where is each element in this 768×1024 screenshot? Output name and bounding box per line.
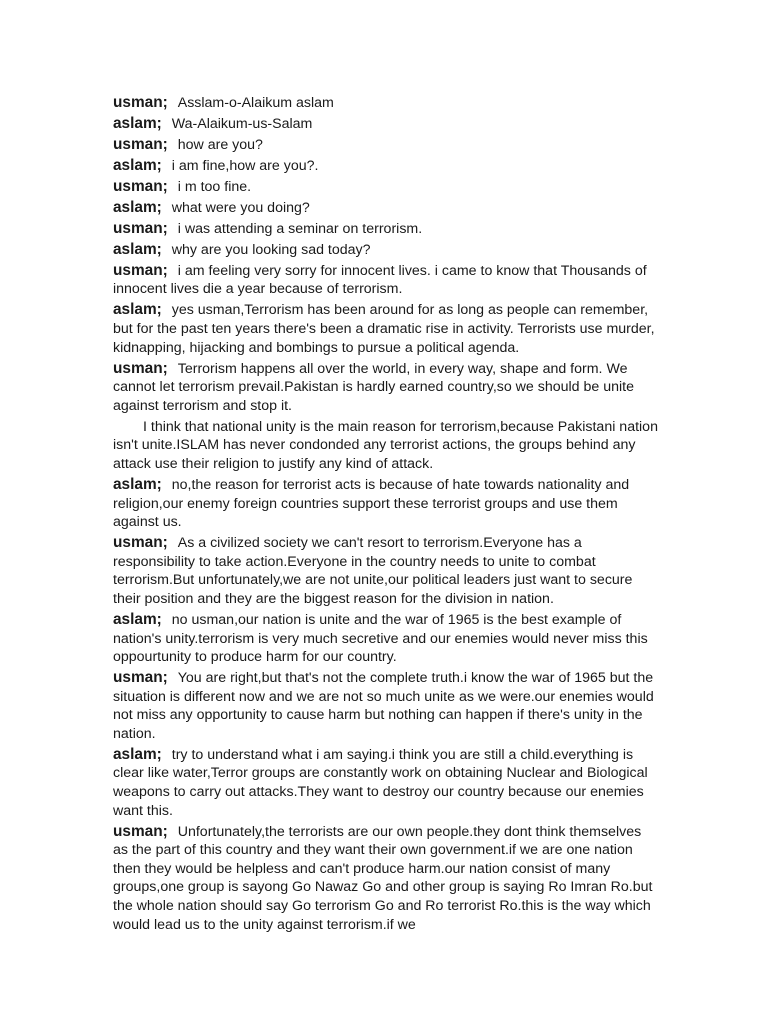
dialogue-text: Unfortunately,the terrorists are our own people.they dont think themselves as the part of this country and they want their own government.if we are one nation then they would be helpless and can't produce harm.our nation consist of many groups,one group is sayong Go Nawaz Go and other group is saying Ro Imran Ro.but the whole nation should say Go terrorism Go and Ro terrorist Ro.this is the way which would lead us to the unity against terrorism.if we xyxy=(113,823,653,933)
dialogue-text: no,the reason for terrorist acts is because of hate towards nationality and religion,our enemy foreign countries support these terrorist groups and use them against us. xyxy=(113,476,630,531)
dialogue-line xyxy=(113,262,658,299)
speaker-label: usman; xyxy=(113,822,168,840)
dialogue-line xyxy=(113,360,658,416)
dialogue-text: how are you? xyxy=(177,136,263,153)
dialogue-document xyxy=(113,94,658,937)
dialogue-line xyxy=(113,115,658,134)
dialogue-text: yes usman,Terrorism has been around for as long as people can remember, but for the past ten years there's been a dramatic rise in activity. Terrorists use murder, kidnapping, hijacking and bombings to pursue a political agenda. xyxy=(113,302,655,356)
dialogue-line xyxy=(113,746,658,820)
speaker-label: aslam; xyxy=(113,240,162,258)
dialogue-text: i am feeling very sorry for innocent lives. i came to know that Thousands of innocent lives die a year because of terrorism. xyxy=(113,262,647,298)
speaker-label: usman; xyxy=(113,534,168,552)
speaker-label: usman; xyxy=(113,359,168,377)
continuation-paragraph xyxy=(113,418,658,474)
dialogue-line xyxy=(113,220,658,239)
speaker-label: aslam; xyxy=(113,156,162,174)
speaker-label: usman; xyxy=(113,261,168,279)
dialogue-line xyxy=(113,136,658,155)
dialogue-text: Terrorism happens all over the world, in every way, shape and form. We cannot let terrorism prevail.Pakistan is hardly earned country,so we should be unite against terrorism and stop it. xyxy=(113,360,635,414)
dialogue-text: As a civilized society we can't resort to terrorism.Everyone has a responsibility to take action.Everyone in the country needs to unite to combat terrorism.But unfortunately,we are not unite,our political leaders just want to secure their position and they are the biggest reason for the division in nation. xyxy=(113,535,633,607)
speaker-label: usman; xyxy=(113,177,168,195)
dialogue-line xyxy=(113,199,658,218)
dialogue-line xyxy=(113,157,658,176)
dialogue-text: i m too fine. xyxy=(177,178,252,195)
dialogue-line xyxy=(113,241,658,260)
dialogue-text: i was attending a seminar on terrorism. xyxy=(177,220,423,237)
dialogue-line xyxy=(113,534,658,608)
dialogue-text: Asslam-o-Alaikum aslam xyxy=(177,95,334,111)
dialogue-line xyxy=(113,178,658,197)
speaker-label: aslam; xyxy=(113,475,162,493)
speaker-label: usman; xyxy=(113,219,168,237)
dialogue-text: no usman,our nation is unite and the war of 1965 is the best example of nation's unity.terrorism is very much secretive and our enemies would never miss this oppourtunity to produce harm for our country. xyxy=(113,611,648,666)
speaker-label: usman; xyxy=(113,669,168,687)
dialogue-text: what were you doing? xyxy=(171,199,310,216)
dialogue-text: try to understand what i am saying.i think you are still a child.everything is clear like water,Terror groups are constantly work on obtaining Nuclear and Biological weapons to carry out attacks.They want to destroy our country because our enemies want this. xyxy=(113,746,648,819)
speaker-label: aslam; xyxy=(113,745,162,763)
speaker-label: aslam; xyxy=(113,301,162,319)
dialogue-line xyxy=(113,301,658,357)
dialogue-line xyxy=(113,669,658,743)
dialogue-line xyxy=(113,476,658,532)
dialogue-line xyxy=(113,611,658,667)
speaker-label: aslam; xyxy=(113,114,162,132)
speaker-label: usman; xyxy=(113,135,168,153)
dialogue-line xyxy=(113,94,658,113)
speaker-label: aslam; xyxy=(113,610,162,628)
speaker-label: usman; xyxy=(113,94,168,111)
dialogue-text: I think that national unity is the main reason for terrorism,because Pakistani nation isn't unite.ISLAM has never condonded any terrorist actions, the groups behind any attack use their religion to justify any kind of attack. xyxy=(113,418,658,472)
speaker-label: aslam; xyxy=(113,198,162,216)
dialogue-text: Wa-Alaikum-us-Salam xyxy=(171,115,313,132)
dialogue-text: You are right,but that's not the complete truth.i know the war of 1965 but the situation is different now and we are not so much unite as we were.our enemies would not miss any opportunity to cause harm but nothing can happen if there's unity in the nation. xyxy=(113,670,654,742)
dialogue-text: i am fine,how are you?. xyxy=(171,157,319,174)
dialogue-line xyxy=(113,823,658,935)
dialogue-text: why are you looking sad today? xyxy=(171,241,371,258)
